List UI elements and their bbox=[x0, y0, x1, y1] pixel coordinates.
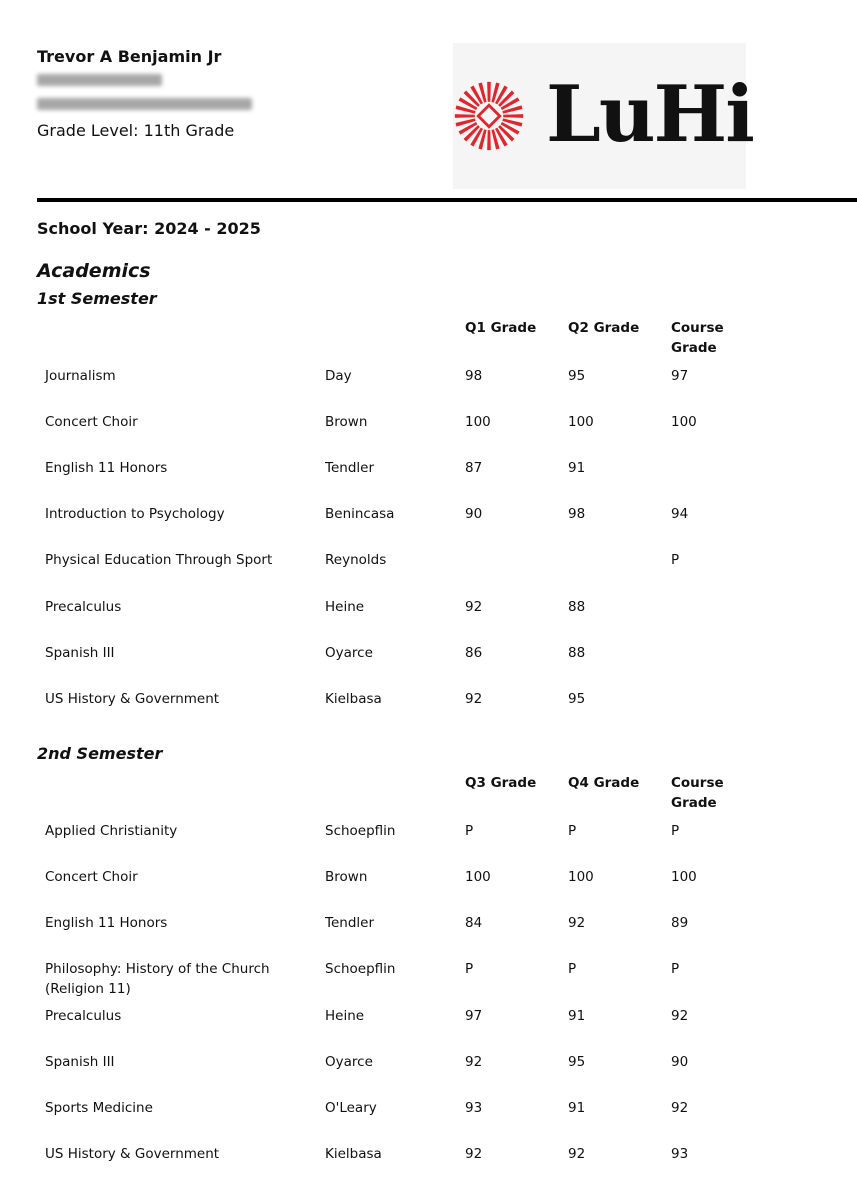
semester-title: 1st Semester bbox=[37, 289, 157, 308]
teacher-name: Brown bbox=[325, 414, 368, 430]
grade-cell: 90 bbox=[671, 1054, 689, 1070]
grade-level: Grade Level: 11th Grade bbox=[37, 121, 235, 140]
sunburst-ray bbox=[487, 130, 491, 150]
grade-cell: 93 bbox=[465, 1100, 483, 1116]
school-year: School Year: 2024 - 2025 bbox=[37, 219, 261, 238]
grade-cell: 100 bbox=[465, 414, 491, 430]
column-header: Q4 Grade bbox=[568, 775, 640, 791]
grade-cell: 92 bbox=[671, 1008, 689, 1024]
grade-cell: 93 bbox=[671, 1146, 689, 1162]
teacher-name: Benincasa bbox=[325, 506, 395, 522]
semester-title: 2nd Semester bbox=[37, 744, 163, 763]
grade-cell: P bbox=[568, 961, 577, 977]
course-name: Spanish III bbox=[45, 1054, 115, 1070]
redacted-address-line-1 bbox=[37, 74, 162, 86]
teacher-name: Schoepflin bbox=[325, 961, 396, 977]
grade-cell: 98 bbox=[465, 368, 483, 384]
course-name: US History & Government bbox=[45, 1146, 220, 1162]
grade-cell: 92 bbox=[465, 691, 483, 707]
course-name: Precalculus bbox=[45, 1008, 122, 1024]
column-header: Q3 Grade bbox=[465, 775, 537, 791]
grade-cell: 95 bbox=[568, 368, 586, 384]
course-name: Concert Choir bbox=[45, 869, 138, 885]
course-name: English 11 Honors bbox=[45, 915, 168, 931]
course-name: Sports Medicine bbox=[45, 1100, 153, 1116]
course-name: English 11 Honors bbox=[45, 460, 168, 476]
grade-cell: 88 bbox=[568, 599, 586, 615]
grade-cell: P bbox=[465, 823, 474, 839]
sunburst-ray bbox=[455, 114, 475, 118]
grade-cell: P bbox=[671, 552, 680, 568]
grade-cell: 100 bbox=[671, 414, 697, 430]
teacher-name: Heine bbox=[325, 1008, 365, 1024]
teacher-name: Heine bbox=[325, 599, 365, 615]
course-name: US History & Government bbox=[45, 691, 220, 707]
grade-cell: 86 bbox=[465, 645, 483, 661]
teacher-name: Tendler bbox=[325, 460, 374, 476]
header-divider bbox=[37, 198, 857, 202]
grade-cell: 97 bbox=[671, 368, 689, 384]
sunburst-ray bbox=[487, 82, 491, 102]
grade-cell: 98 bbox=[568, 506, 586, 522]
grade-cell: 95 bbox=[568, 1054, 586, 1070]
grade-cell: 84 bbox=[465, 915, 483, 931]
teacher-name: Kielbasa bbox=[325, 691, 382, 707]
student-name: Trevor A Benjamin Jr bbox=[37, 47, 222, 66]
grade-cell: 100 bbox=[671, 869, 697, 885]
grade-cell: 91 bbox=[568, 1100, 586, 1116]
course-name: Concert Choir bbox=[45, 414, 138, 430]
sunburst-ray bbox=[503, 114, 523, 118]
grade-cell: 100 bbox=[568, 414, 594, 430]
grade-cell: 97 bbox=[465, 1008, 483, 1024]
column-header: Course Grade bbox=[671, 775, 724, 811]
grade-cell: P bbox=[671, 823, 680, 839]
grade-cell: 100 bbox=[465, 869, 491, 885]
course-name: Physical Education Through Sport bbox=[45, 552, 273, 568]
course-name: Precalculus bbox=[45, 599, 122, 615]
teacher-name: Oyarce bbox=[325, 1054, 373, 1070]
course-name: Journalism bbox=[45, 368, 116, 384]
grade-cell: P bbox=[671, 961, 680, 977]
grade-cell: 92 bbox=[465, 1054, 483, 1070]
grade-cell: 92 bbox=[568, 1146, 586, 1162]
redacted-address-line-2 bbox=[37, 98, 252, 110]
column-header: Q2 Grade bbox=[568, 320, 640, 336]
grade-cell: 92 bbox=[671, 1100, 689, 1116]
grade-cell: 91 bbox=[568, 460, 586, 476]
grade-cell: 90 bbox=[465, 506, 483, 522]
logo-wordmark: LuHi bbox=[546, 69, 753, 160]
grade-cell: 91 bbox=[568, 1008, 586, 1024]
teacher-name: Day bbox=[325, 368, 352, 384]
grade-cell: 92 bbox=[568, 915, 586, 931]
column-header: Q1 Grade bbox=[465, 320, 537, 336]
grade-cell: P bbox=[465, 961, 474, 977]
course-name: Introduction to Psychology bbox=[45, 506, 225, 522]
sunburst-emblem-icon bbox=[451, 78, 527, 154]
grade-cell: 95 bbox=[568, 691, 586, 707]
course-name: Spanish III bbox=[45, 645, 115, 661]
grade-cell: 94 bbox=[671, 506, 689, 522]
course-name: Philosophy: History of the Church (Religion 11) bbox=[45, 961, 270, 997]
teacher-name: Oyarce bbox=[325, 645, 373, 661]
teacher-name: Reynolds bbox=[325, 552, 387, 568]
teacher-name: Brown bbox=[325, 869, 368, 885]
grade-cell: 88 bbox=[568, 645, 586, 661]
teacher-name: Kielbasa bbox=[325, 1146, 382, 1162]
teacher-name: Schoepflin bbox=[325, 823, 396, 839]
grade-cell: 92 bbox=[465, 599, 483, 615]
grade-cell: P bbox=[568, 823, 577, 839]
course-name: Applied Christianity bbox=[45, 823, 178, 839]
grade-cell: 92 bbox=[465, 1146, 483, 1162]
teacher-name: O'Leary bbox=[325, 1100, 377, 1116]
teacher-name: Tendler bbox=[325, 915, 374, 931]
academics-heading: Academics bbox=[37, 260, 151, 282]
grade-cell: 87 bbox=[465, 460, 483, 476]
grade-cell: 100 bbox=[568, 869, 594, 885]
column-header: Course Grade bbox=[671, 320, 724, 356]
grade-cell: 89 bbox=[671, 915, 689, 931]
